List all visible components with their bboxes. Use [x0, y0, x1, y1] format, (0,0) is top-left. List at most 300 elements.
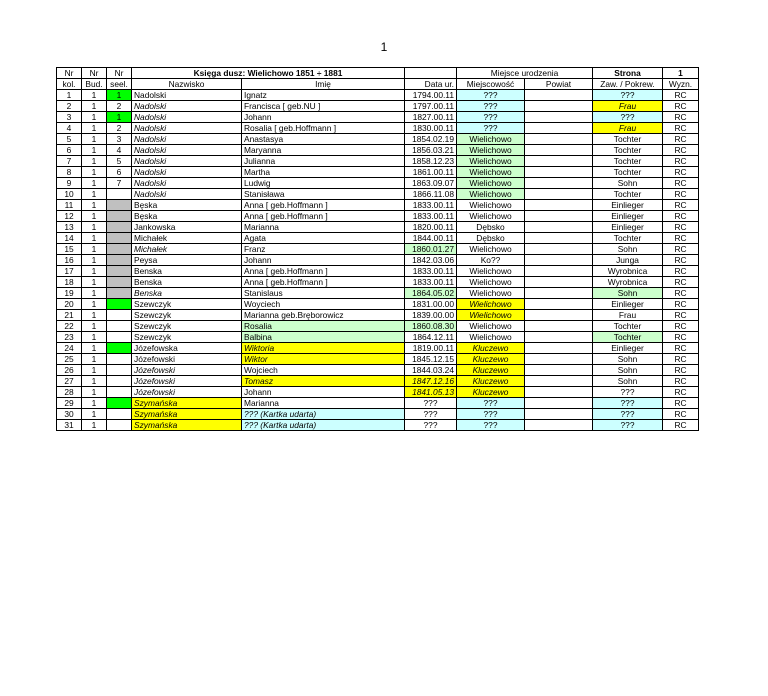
- cell-bud: 1: [82, 222, 107, 233]
- cell-miejscowosc: ???: [457, 101, 525, 112]
- cell-zaw-pokrew: ???: [593, 409, 663, 420]
- cell-kol: 20: [57, 299, 82, 310]
- cell-data-ur: 1833.00.11: [405, 266, 457, 277]
- cell-seel: [107, 189, 132, 200]
- cell-zaw-pokrew: Tochter: [593, 167, 663, 178]
- cell-miejscowosc: Kluczewo: [457, 387, 525, 398]
- cell-bud: 1: [82, 123, 107, 134]
- cell-nazwisko: Szewczyk: [132, 310, 242, 321]
- cell-bud: 1: [82, 343, 107, 354]
- cell-powiat: [525, 376, 593, 387]
- cell-data-ur: 1820.00.11: [405, 222, 457, 233]
- cell-wyzn: RC: [663, 277, 699, 288]
- cell-kol: 27: [57, 376, 82, 387]
- cell-imie: Marianna geb.Bręborowicz: [242, 310, 405, 321]
- cell-imie: Wiktor: [242, 354, 405, 365]
- cell-nazwisko: Nadolski: [132, 156, 242, 167]
- cell-kol: 10: [57, 189, 82, 200]
- cell-wyzn: RC: [663, 398, 699, 409]
- cell-miejscowosc: Wielichowo: [457, 156, 525, 167]
- cell-bud: 1: [82, 233, 107, 244]
- table-row: [57, 134, 699, 145]
- cell-seel: [107, 420, 132, 431]
- table-row: [57, 376, 699, 387]
- cell-bud: 1: [82, 365, 107, 376]
- cell-nazwisko: Józefowski: [132, 365, 242, 376]
- cell-nazwisko: Józefowski: [132, 387, 242, 398]
- cell-nazwisko: Nadolski: [132, 134, 242, 145]
- cell-bud: 1: [82, 288, 107, 299]
- cell-kol: 16: [57, 255, 82, 266]
- cell-data-ur: 1831.00.00: [405, 299, 457, 310]
- cell-wyzn: RC: [663, 288, 699, 299]
- cell-data-ur: 1841.05.13: [405, 387, 457, 398]
- cell-data-ur: 1794.00.11: [405, 90, 457, 101]
- cell-powiat: [525, 310, 593, 321]
- cell-imie: Maryanna: [242, 145, 405, 156]
- cell-data-ur: 1866.11.08: [405, 189, 457, 200]
- cell-nazwisko: Nadolski: [132, 90, 242, 101]
- cell-bud: 1: [82, 90, 107, 101]
- cell-imie: Marianna: [242, 222, 405, 233]
- cell-nazwisko: Nadolski: [132, 145, 242, 156]
- cell-bud: 1: [82, 321, 107, 332]
- cell-powiat: [525, 354, 593, 365]
- table-row: [57, 332, 699, 343]
- cell-imie: Wiktoria: [242, 343, 405, 354]
- cell-wyzn: RC: [663, 101, 699, 112]
- cell-powiat: [525, 123, 593, 134]
- cell-wyzn: RC: [663, 123, 699, 134]
- col-header-strona: Strona: [593, 68, 663, 79]
- cell-miejscowosc: Wielichowo: [457, 277, 525, 288]
- cell-kol: 1: [57, 90, 82, 101]
- cell-powiat: [525, 332, 593, 343]
- cell-data-ur: 1833.00.11: [405, 211, 457, 222]
- cell-data-ur: 1844.03.24: [405, 365, 457, 376]
- cell-imie: ??? (Kartka udarta): [242, 420, 405, 431]
- cell-zaw-pokrew: Frau: [593, 101, 663, 112]
- cell-powiat: [525, 189, 593, 200]
- cell-seel: [107, 211, 132, 222]
- cell-seel: [107, 299, 132, 310]
- cell-data-ur: 1864.12.11: [405, 332, 457, 343]
- cell-data-ur: 1830.00.11: [405, 123, 457, 134]
- cell-miejscowosc: Wielichowo: [457, 200, 525, 211]
- cell-bud: 1: [82, 189, 107, 200]
- cell-zaw-pokrew: Einlieger: [593, 222, 663, 233]
- cell-kol: 24: [57, 343, 82, 354]
- cell-imie: Agata: [242, 233, 405, 244]
- cell-wyzn: RC: [663, 178, 699, 189]
- table-row: [57, 211, 699, 222]
- cell-powiat: [525, 112, 593, 123]
- cell-miejscowosc: ???: [457, 398, 525, 409]
- cell-kol: 15: [57, 244, 82, 255]
- cell-imie: Balbina: [242, 332, 405, 343]
- cell-data-ur: 1863.09.07: [405, 178, 457, 189]
- cell-wyzn: RC: [663, 189, 699, 200]
- col-header-nr-bud: Nr: [82, 68, 107, 79]
- cell-powiat: [525, 200, 593, 211]
- cell-miejscowosc: Wielichowo: [457, 134, 525, 145]
- cell-seel: [107, 266, 132, 277]
- cell-zaw-pokrew: Tochter: [593, 233, 663, 244]
- cell-zaw-pokrew: Sohn: [593, 354, 663, 365]
- cell-powiat: [525, 343, 593, 354]
- cell-imie: Stanisława: [242, 189, 405, 200]
- cell-kol: 3: [57, 112, 82, 123]
- cell-data-ur: 1819.00.11: [405, 343, 457, 354]
- cell-kol: 22: [57, 321, 82, 332]
- cell-wyzn: RC: [663, 321, 699, 332]
- table-row: [57, 189, 699, 200]
- cell-kol: 13: [57, 222, 82, 233]
- table-row: [57, 365, 699, 376]
- cell-zaw-pokrew: ???: [593, 112, 663, 123]
- cell-seel: 4: [107, 145, 132, 156]
- cell-zaw-pokrew: Einlieger: [593, 343, 663, 354]
- cell-nazwisko: Nadolski: [132, 189, 242, 200]
- table-row: [57, 222, 699, 233]
- cell-data-ur: 1858.12.23: [405, 156, 457, 167]
- table-row: [57, 101, 699, 112]
- cell-kol: 28: [57, 387, 82, 398]
- cell-kol: 9: [57, 178, 82, 189]
- cell-miejscowosc: Dębsko: [457, 233, 525, 244]
- cell-powiat: [525, 222, 593, 233]
- cell-zaw-pokrew: Einlieger: [593, 211, 663, 222]
- cell-seel: [107, 365, 132, 376]
- cell-miejscowosc: Wielichowo: [457, 178, 525, 189]
- cell-seel: 1: [107, 112, 132, 123]
- table-row: [57, 321, 699, 332]
- cell-zaw-pokrew: Tochter: [593, 189, 663, 200]
- cell-bud: 1: [82, 145, 107, 156]
- cell-kol: 6: [57, 145, 82, 156]
- col-header-kol: kol.: [57, 79, 82, 90]
- cell-zaw-pokrew: ???: [593, 398, 663, 409]
- cell-imie: Anastasya: [242, 134, 405, 145]
- table-row: [57, 200, 699, 211]
- cell-miejscowosc: Wielichowo: [457, 211, 525, 222]
- cell-wyzn: RC: [663, 222, 699, 233]
- cell-nazwisko: Nadolski: [132, 178, 242, 189]
- cell-zaw-pokrew: Sohn: [593, 244, 663, 255]
- cell-powiat: [525, 178, 593, 189]
- cell-nazwisko: Szymańska: [132, 420, 242, 431]
- cell-kol: 8: [57, 167, 82, 178]
- cell-zaw-pokrew: Tochter: [593, 145, 663, 156]
- cell-powiat: [525, 409, 593, 420]
- cell-wyzn: RC: [663, 167, 699, 178]
- cell-powiat: [525, 134, 593, 145]
- col-header-strona-number: 1: [663, 68, 699, 79]
- cell-powiat: [525, 156, 593, 167]
- header-row-2: [57, 79, 699, 90]
- cell-bud: 1: [82, 277, 107, 288]
- cell-miejscowosc: Kluczewo: [457, 354, 525, 365]
- cell-miejscowosc: Wielichowo: [457, 244, 525, 255]
- cell-imie: Anna [ geb.Hoffmann ]: [242, 266, 405, 277]
- cell-bud: 1: [82, 178, 107, 189]
- cell-kol: 4: [57, 123, 82, 134]
- cell-powiat: [525, 277, 593, 288]
- cell-miejscowosc: Kluczewo: [457, 365, 525, 376]
- table-row: [57, 310, 699, 321]
- cell-kol: 29: [57, 398, 82, 409]
- cell-bud: 1: [82, 354, 107, 365]
- cell-bud: 1: [82, 376, 107, 387]
- cell-data-ur: 1847.12.16: [405, 376, 457, 387]
- col-header-miejsce-urodzenia: Miejsce urodzenia: [457, 68, 593, 79]
- table-row: [57, 156, 699, 167]
- cell-zaw-pokrew: Einlieger: [593, 200, 663, 211]
- cell-data-ur: 1827.00.11: [405, 112, 457, 123]
- cell-miejscowosc: Wielichowo: [457, 145, 525, 156]
- cell-imie: Ignatz: [242, 90, 405, 101]
- cell-powiat: [525, 299, 593, 310]
- cell-kol: 31: [57, 420, 82, 431]
- cell-miejscowosc: ???: [457, 409, 525, 420]
- cell-seel: 1: [107, 90, 132, 101]
- cell-miejscowosc: Dębsko: [457, 222, 525, 233]
- table-row: [57, 123, 699, 134]
- cell-bud: 1: [82, 200, 107, 211]
- cell-nazwisko: Szymańska: [132, 398, 242, 409]
- cell-seel: [107, 387, 132, 398]
- cell-wyzn: RC: [663, 255, 699, 266]
- cell-nazwisko: Benska: [132, 277, 242, 288]
- cell-seel: [107, 233, 132, 244]
- cell-zaw-pokrew: Sohn: [593, 288, 663, 299]
- cell-powiat: [525, 420, 593, 431]
- cell-miejscowosc: ???: [457, 420, 525, 431]
- cell-kol: 5: [57, 134, 82, 145]
- cell-seel: [107, 244, 132, 255]
- cell-powiat: [525, 398, 593, 409]
- cell-miejscowosc: Wielichowo: [457, 288, 525, 299]
- col-header-blank: [405, 68, 457, 79]
- cell-nazwisko: Michałek: [132, 233, 242, 244]
- cell-kol: 21: [57, 310, 82, 321]
- cell-powiat: [525, 167, 593, 178]
- cell-imie: Johann: [242, 387, 405, 398]
- cell-seel: [107, 376, 132, 387]
- table-row: [57, 299, 699, 310]
- cell-powiat: [525, 244, 593, 255]
- cell-wyzn: RC: [663, 156, 699, 167]
- col-header-powiat: Powiat: [525, 79, 593, 90]
- cell-seel: 6: [107, 167, 132, 178]
- cell-nazwisko: Józefowski: [132, 354, 242, 365]
- cell-zaw-pokrew: Einlieger: [593, 299, 663, 310]
- cell-data-ur: 1864.05.02: [405, 288, 457, 299]
- cell-bud: 1: [82, 387, 107, 398]
- cell-seel: [107, 398, 132, 409]
- cell-bud: 1: [82, 101, 107, 112]
- cell-miejscowosc: ???: [457, 123, 525, 134]
- cell-wyzn: RC: [663, 200, 699, 211]
- cell-wyzn: RC: [663, 266, 699, 277]
- cell-bud: 1: [82, 332, 107, 343]
- cell-zaw-pokrew: Tochter: [593, 321, 663, 332]
- cell-data-ur: 1856.03.21: [405, 145, 457, 156]
- cell-zaw-pokrew: Sohn: [593, 178, 663, 189]
- cell-miejscowosc: Wielichowo: [457, 332, 525, 343]
- cell-powiat: [525, 365, 593, 376]
- cell-bud: 1: [82, 255, 107, 266]
- cell-wyzn: RC: [663, 112, 699, 123]
- cell-imie: Woyciech: [242, 299, 405, 310]
- cell-kol: 14: [57, 233, 82, 244]
- cell-imie: Wojciech: [242, 365, 405, 376]
- header-row-1: [57, 68, 699, 79]
- cell-data-ur: ???: [405, 398, 457, 409]
- cell-imie: Johann: [242, 112, 405, 123]
- cell-bud: 1: [82, 134, 107, 145]
- cell-wyzn: RC: [663, 90, 699, 101]
- cell-zaw-pokrew: ???: [593, 387, 663, 398]
- cell-miejscowosc: Wielichowo: [457, 266, 525, 277]
- cell-miejscowosc: ???: [457, 90, 525, 101]
- cell-zaw-pokrew: ???: [593, 90, 663, 101]
- cell-wyzn: RC: [663, 299, 699, 310]
- cell-nazwisko: Józefowski: [132, 376, 242, 387]
- cell-seel: [107, 332, 132, 343]
- cell-data-ur: 1860.01.27: [405, 244, 457, 255]
- cell-imie: Marianna: [242, 398, 405, 409]
- cell-zaw-pokrew: Junga: [593, 255, 663, 266]
- cell-seel: [107, 200, 132, 211]
- cell-nazwisko: Bęska: [132, 211, 242, 222]
- cell-kol: 26: [57, 365, 82, 376]
- table-row: [57, 387, 699, 398]
- cell-nazwisko: Jankowska: [132, 222, 242, 233]
- table-row: [57, 277, 699, 288]
- cell-zaw-pokrew: Frau: [593, 123, 663, 134]
- table-row: [57, 255, 699, 266]
- table-row: [57, 354, 699, 365]
- cell-seel: [107, 354, 132, 365]
- cell-wyzn: RC: [663, 233, 699, 244]
- cell-seel: [107, 255, 132, 266]
- cell-bud: 1: [82, 156, 107, 167]
- cell-bud: 1: [82, 112, 107, 123]
- cell-imie: Martha: [242, 167, 405, 178]
- cell-wyzn: RC: [663, 244, 699, 255]
- table-row: [57, 178, 699, 189]
- cell-nazwisko: Nadolski: [132, 101, 242, 112]
- cell-kol: 23: [57, 332, 82, 343]
- cell-wyzn: RC: [663, 343, 699, 354]
- cell-powiat: [525, 101, 593, 112]
- cell-zaw-pokrew: Wyrobnica: [593, 266, 663, 277]
- cell-wyzn: RC: [663, 365, 699, 376]
- cell-bud: 1: [82, 398, 107, 409]
- cell-kol: 30: [57, 409, 82, 420]
- cell-bud: 1: [82, 244, 107, 255]
- cell-bud: 1: [82, 420, 107, 431]
- cell-kol: 11: [57, 200, 82, 211]
- cell-powiat: [525, 211, 593, 222]
- cell-bud: 1: [82, 299, 107, 310]
- register-title: Księga dusz: Wielichowo 1851 ÷ 1881: [132, 68, 405, 79]
- table-row: [57, 398, 699, 409]
- cell-miejscowosc: Wielichowo: [457, 167, 525, 178]
- cell-data-ur: 1854.02.19: [405, 134, 457, 145]
- cell-powiat: [525, 90, 593, 101]
- cell-bud: 1: [82, 409, 107, 420]
- table-row: [57, 90, 699, 101]
- cell-data-ur: 1861.00.11: [405, 167, 457, 178]
- cell-wyzn: RC: [663, 134, 699, 145]
- cell-nazwisko: Szewczyk: [132, 332, 242, 343]
- cell-data-ur: 1797.00.11: [405, 101, 457, 112]
- table-row: [57, 233, 699, 244]
- cell-seel: [107, 343, 132, 354]
- cell-data-ur: 1860.08.30: [405, 321, 457, 332]
- cell-miejscowosc: Kluczewo: [457, 343, 525, 354]
- cell-zaw-pokrew: Tochter: [593, 332, 663, 343]
- cell-kol: 2: [57, 101, 82, 112]
- cell-nazwisko: Szewczyk: [132, 321, 242, 332]
- cell-seel: 3: [107, 134, 132, 145]
- col-header-nr-kol: Nr: [57, 68, 82, 79]
- cell-data-ur: 1839.00.00: [405, 310, 457, 321]
- cell-nazwisko: Nadolski: [132, 167, 242, 178]
- cell-powiat: [525, 255, 593, 266]
- cell-zaw-pokrew: Sohn: [593, 376, 663, 387]
- col-header-seel: seel.: [107, 79, 132, 90]
- col-header-miejscowosc: Miejscowość: [457, 79, 525, 90]
- cell-kol: 12: [57, 211, 82, 222]
- cell-seel: [107, 288, 132, 299]
- cell-miejscowosc: Wielichowo: [457, 299, 525, 310]
- cell-powiat: [525, 266, 593, 277]
- cell-data-ur: 1833.00.11: [405, 200, 457, 211]
- cell-powiat: [525, 387, 593, 398]
- cell-imie: ??? (Kartka udarta): [242, 409, 405, 420]
- cell-imie: Tomasz: [242, 376, 405, 387]
- cell-wyzn: RC: [663, 332, 699, 343]
- cell-zaw-pokrew: Tochter: [593, 156, 663, 167]
- cell-imie: Ludwig: [242, 178, 405, 189]
- col-header-wyzn: Wyzn.: [663, 79, 699, 90]
- cell-seel: [107, 409, 132, 420]
- cell-data-ur: 1844.00.11: [405, 233, 457, 244]
- col-header-data: Data ur.: [405, 79, 457, 90]
- cell-seel: 7: [107, 178, 132, 189]
- table-row: [57, 409, 699, 420]
- page-number: 1: [380, 40, 388, 54]
- cell-wyzn: RC: [663, 354, 699, 365]
- table-row: [57, 244, 699, 255]
- cell-nazwisko: Nadolski: [132, 112, 242, 123]
- cell-miejscowosc: Wielichowo: [457, 310, 525, 321]
- cell-data-ur: 1842.03.06: [405, 255, 457, 266]
- cell-nazwisko: Peysa: [132, 255, 242, 266]
- cell-kol: 18: [57, 277, 82, 288]
- cell-bud: 1: [82, 310, 107, 321]
- cell-data-ur: 1833.00.11: [405, 277, 457, 288]
- cell-miejscowosc: Ko??: [457, 255, 525, 266]
- cell-imie: Julianna: [242, 156, 405, 167]
- cell-zaw-pokrew: Tochter: [593, 134, 663, 145]
- cell-imie: Franz: [242, 244, 405, 255]
- table-row: [57, 266, 699, 277]
- cell-wyzn: RC: [663, 409, 699, 420]
